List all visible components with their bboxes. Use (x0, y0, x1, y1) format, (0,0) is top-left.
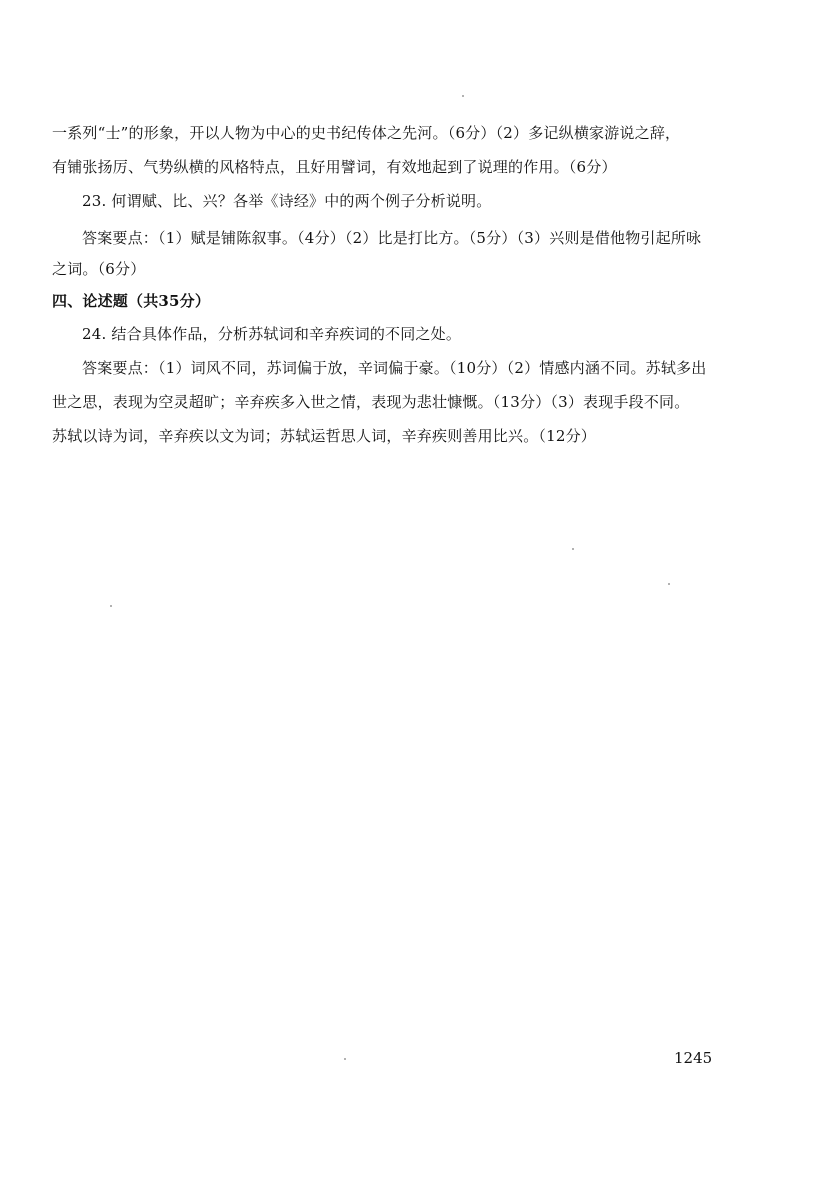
scan-speck (344, 1058, 346, 1060)
page-number: 1245 (674, 1049, 713, 1067)
answer-23-line-2: 之词。（6分） (52, 260, 146, 278)
question-23: 23. 何谓赋、比、兴？各举《诗经》中的两个例子分析说明。 (82, 192, 492, 210)
answer-24-line-2: 世之思，表现为空灵超旷；辛弃疾多入世之情，表现为悲壮慷慨。（13分）（3）表现手段不同。 (52, 393, 690, 411)
answer-24-line-3: 苏轼以诗为词，辛弃疾以文为词；苏轼运哲思人词，辛弃疾则善用比兴。（12分） (52, 427, 596, 445)
question-24: 24. 结合具体作品，分析苏轼词和辛弃疾词的不同之处。 (82, 325, 462, 343)
answer-23-line-1: 答案要点：（1）赋是铺陈叙事。（4分）（2）比是打比方。（5分）（3）兴则是借他物引起所咏 (82, 229, 702, 247)
answer-24-line-1: 答案要点：（1）词风不同，苏词偏于放，辛词偏于豪。（10分）（2）情感内涵不同。苏轼多出 (82, 359, 707, 377)
scan-speck (110, 605, 112, 607)
text-line-1: 一系列“士”的形象，开以人物为中心的史书纪传体之先河。（6分）（2）多记纵横家游说之辞， (52, 124, 681, 142)
scan-speck (572, 548, 574, 550)
scan-speck (462, 95, 464, 97)
scan-speck (668, 583, 670, 585)
text-line-2: 有铺张扬厉、气势纵横的风格特点，且好用譬词，有效地起到了说理的作用。（6分） (52, 158, 617, 176)
section-heading: 四、论述题（共35分） (52, 292, 211, 310)
